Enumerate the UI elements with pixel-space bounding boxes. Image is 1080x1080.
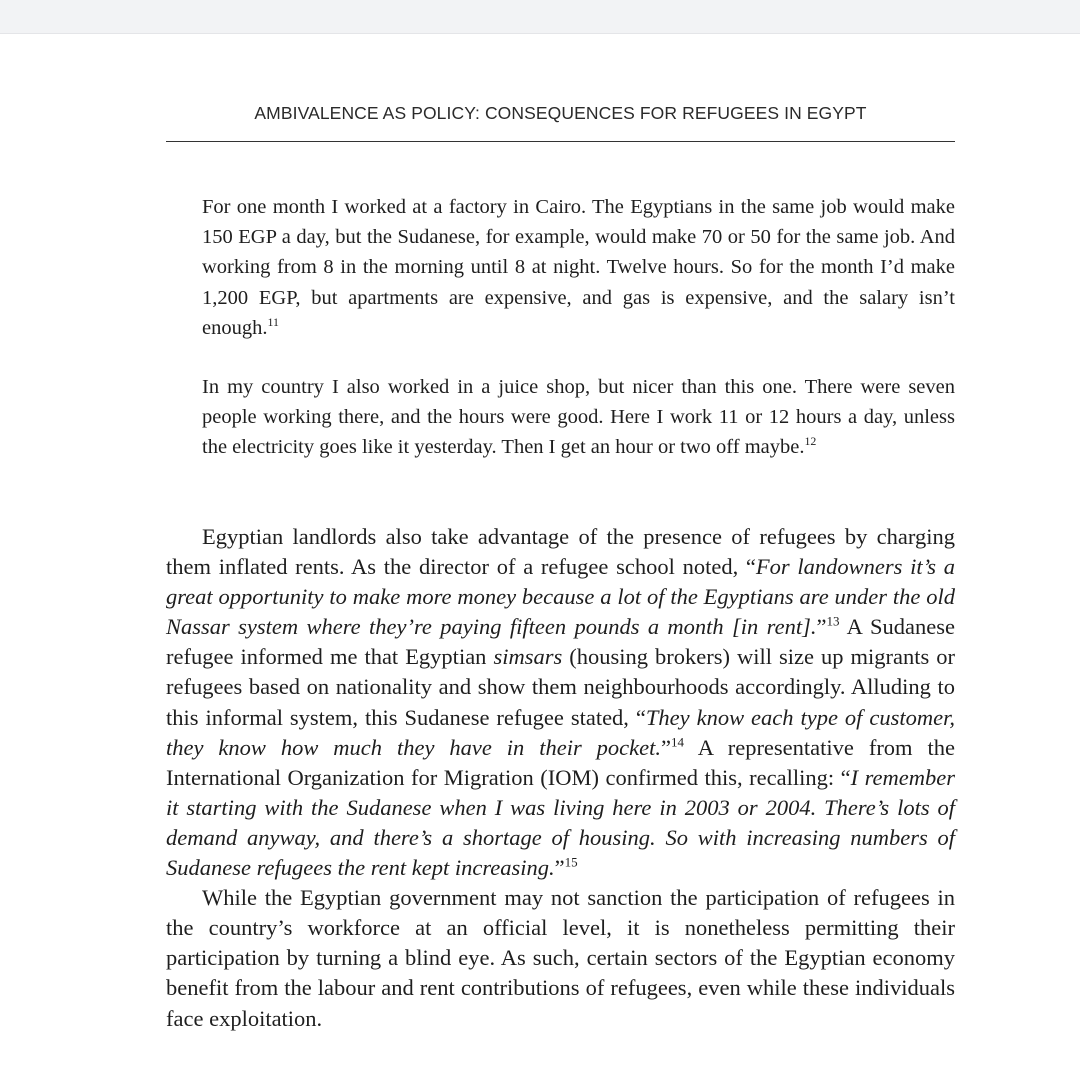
block-quote-text: In my country I also worked in a juice shop, but nicer than this one. There were seven people working there, and the hours were good. Here I work 11 or 12 hours a day, unless the electricity goes like it yesterday. Then I get an hour or two off maybe.	[202, 376, 955, 459]
footnote-ref-15[interactable]: 15	[564, 854, 578, 870]
block-quote-1	[202, 192, 955, 343]
block-quote-text: For one month I worked at a factory in Cairo. The Egyptians in the same job would make 150 EGP a day, but the Sudanese, for example, would make 70 or 50 for the same job. And working from 8 in the morning until 8 at night. Twelve hours. So for the month I’d make 1,200 EGP, but apartments are expensive, and gas is expensive, and the salary isn’t enough.	[202, 196, 955, 339]
text-run: (housing brokers) will size up migrants or refugees based on nationality and show them neighbourhoods accordingly. Alluding to this informal system, this Sudanese refugee stated, “	[166, 644, 956, 730]
footnote-ref-14[interactable]: 14	[671, 734, 685, 750]
body-text	[166, 522, 955, 1034]
paragraph-landlords	[166, 522, 955, 883]
footnote-ref-12[interactable]: 12	[804, 434, 817, 449]
footnote-ref-13[interactable]: 13	[826, 613, 840, 629]
header-rule	[166, 141, 955, 142]
block-quote-2	[202, 372, 955, 463]
text-run: ”	[816, 614, 827, 640]
quote-iom-representative: I remember it starting with the Sudanese when I was living here in 2003 or 2004. There’s lots of demand anyway, and there’s a shortage of housing. So with increasing numbers of Sudanese refugees the rent kept increasing.	[166, 764, 955, 881]
quote-sudanese-refugee: They know each type of customer, they know how much they have in their pocket.	[166, 704, 956, 760]
text-run: A Sudanese refugee informed me that Egyptian	[166, 614, 955, 670]
paragraph-government: While the Egyptian government may not sanction the participation of refugees in the country’s workforce at an official level, it is nonetheless permitting their participation by turning a blind eye. As such, certain sectors of the Egyptian economy benefit from the labour and rent contributions of refugees, even while these individuals face exploitation.	[166, 885, 955, 1031]
quote-school-director: For landowners it’s a great opportunity to make more money because a lot of the Egyptians are under the old Nassar system where they’re paying fifteen pounds a month [in rent].	[166, 554, 955, 640]
footnote-ref-11[interactable]: 11	[267, 314, 279, 329]
term-simsars: simsars	[493, 644, 563, 670]
text-run: A representative from the International Organization for Migration (IOM) confirmed this, recalling: “	[166, 734, 955, 790]
text-run: Egyptian landlords also take advantage of the presence of refugees by charging them inflated rents. As the director of a refugee school noted, “	[166, 524, 955, 580]
text-run: ”	[661, 734, 672, 760]
text-run: ”	[554, 855, 565, 881]
viewer-top-bar	[0, 0, 1080, 34]
running-head: AMBIVALENCE AS POLICY: CONSEQUENCES FOR REFUGEES IN EGYPT	[254, 103, 867, 123]
